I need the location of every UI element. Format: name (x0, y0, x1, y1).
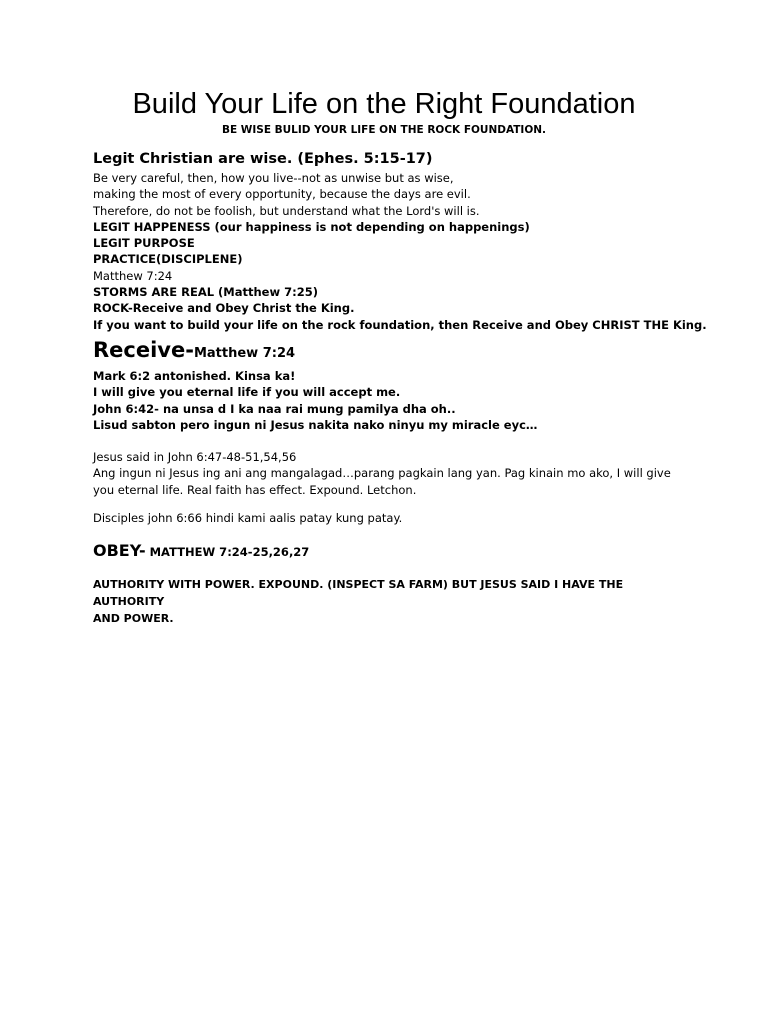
legit-line: PRACTICE(DISCIPLENE) (93, 252, 243, 267)
legit-line: LEGIT PURPOSE (93, 236, 195, 251)
receive-heading-main: Receive- (93, 337, 194, 362)
receive-line: Jesus said in John 6:47-48-51,54,56 (93, 450, 297, 465)
obey-heading-ref: MATTHEW 7:24-25,26,27 (145, 545, 310, 560)
receive-heading (93, 336, 693, 368)
receive-heading-ref: Matthew 7:24 (193, 345, 296, 361)
receive-line: Ang ingun ni Jesus ing ani ang mangalagad…parang pagkain lang yan. Pag kinain mo ako, I will give (93, 466, 671, 481)
page-title: Build Your Life on the Right Foundation (132, 88, 636, 120)
legit-line: STORMS ARE REAL (Matthew 7:25) (93, 285, 318, 300)
authority-paragraph (93, 576, 683, 627)
authority-line: AND POWER. (93, 612, 174, 626)
legit-line: Be very careful, then, how you live--not as unwise but as wise, (93, 171, 454, 185)
receive-line: I will give you eternal life if you will accept me. (93, 385, 401, 400)
disciples-line: Disciples john 6:66 hindi kami aalis patay kung patay. (93, 511, 403, 526)
page-subtitle: BE WISE BULID YOUR LIFE ON THE ROCK FOUNDATION. (221, 124, 547, 136)
legit-heading: Legit Christian are wise. (Ephes. 5:15-17) (93, 151, 433, 167)
legit-line: ROCK-Receive and Obey Christ the King. (93, 301, 355, 316)
receive-line: John 6:42- na unsa d I ka naa rai mung pamilya dha oh.. (93, 401, 456, 416)
obey-heading-main: OBEY- (93, 541, 146, 561)
legit-line: LEGIT HAPPENESS (our happiness is not depending on happenings) (93, 219, 530, 234)
legit-line: If you want to build your life on the rock foundation, then Receive and Obey CHRIST THE King. (93, 317, 707, 332)
document-body (93, 148, 707, 627)
receive-line: you eternal life. Real faith has effect. Expound. Letchon. (93, 482, 417, 497)
authority-line: AUTHORITY WITH POWER. EXPOUND. (INSPECT SA FARM) BUT JESUS SAID I HAVE THE AUTHORITY (93, 578, 624, 609)
receive-line: Lisud sabton pero ingun ni Jesus nakita nako ninyu my miracle eyc… (93, 417, 538, 432)
legit-line: making the most of every opportunity, because the days are evil. (93, 187, 471, 202)
legit-line: Matthew 7:24 (93, 268, 173, 283)
legit-line: Therefore, do not be foolish, but understand what the Lord's will is. (93, 203, 480, 218)
obey-heading (93, 540, 693, 563)
spacer (93, 433, 693, 449)
receive-line: Mark 6:2 antonished. Kinsa ka! (93, 368, 296, 383)
